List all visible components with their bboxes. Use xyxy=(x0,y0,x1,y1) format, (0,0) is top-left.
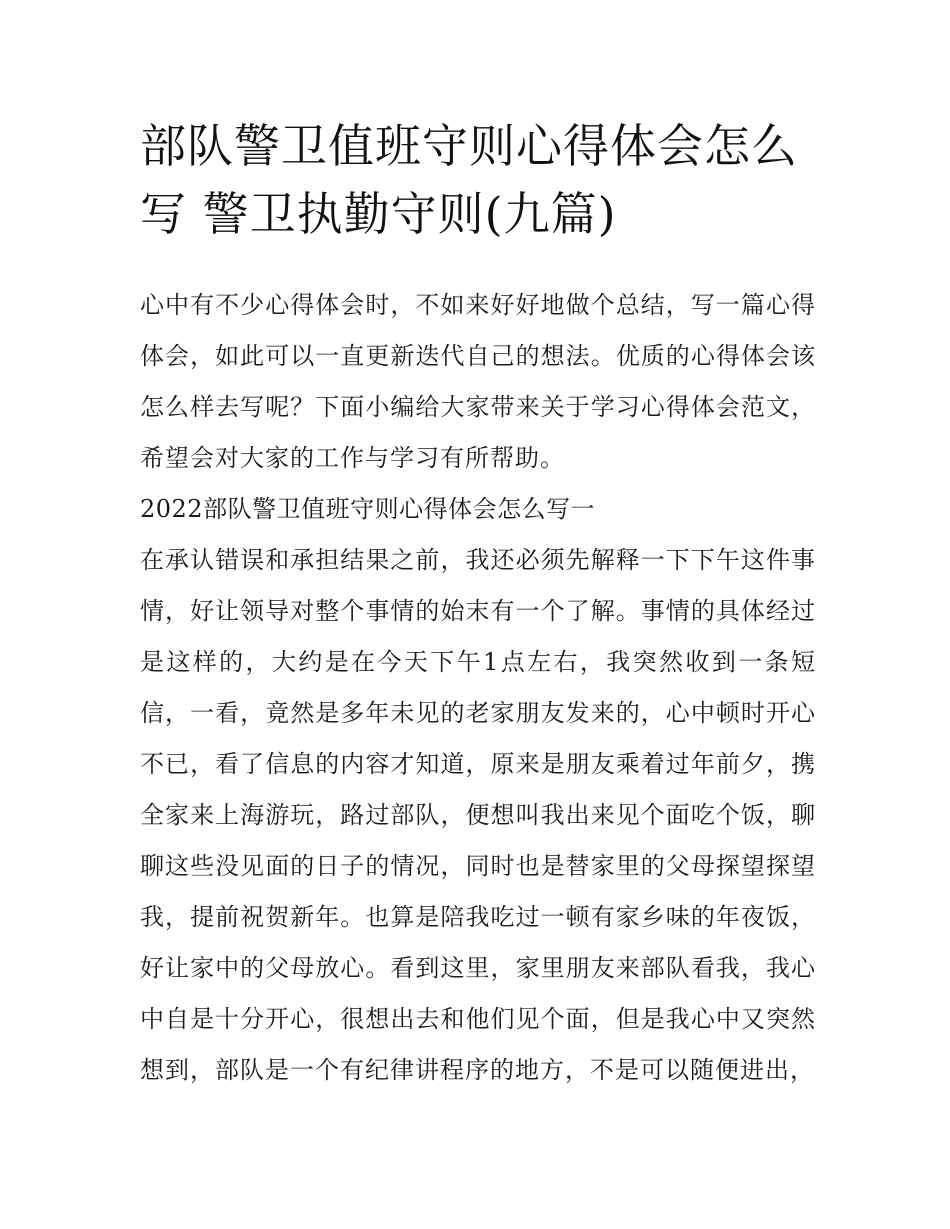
document-body xyxy=(140,280,816,1096)
section-paragraph: 在承认错误和承担结果之前，我还必须先解释一下下午这件事情，好让领导对整个事情的始末有一个了解。事情的具体经过是这样的，大约是在今天下午1点左右，我突然收到一条短信，一看，竟然是多年未见的老家朋友发来的，心中顿时开心不已，看了信息的内容才知道，原来是朋友乘着过年前夕，携全家来上海游玩，路过部队，便想叫我出来见个面吃个饭，聊聊这些没见面的日子的情况，同时也是替家里的父母探望探望我，提前祝贺新年。也算是陪我吃过一顿有家乡味的年夜饭，好让家中的父母放心。看到这里，家里朋友来部队看我，我心中自是十分开心，很想出去和他们见个面，但是我心中又突然想到，部队是一个有纪律讲程序的地方，不是可以随便进出， xyxy=(140,546,816,1084)
section-heading: 2022部队警卫值班守则心得体会怎么写一 xyxy=(140,495,596,523)
intro-paragraph: 心中有不少心得体会时，不如来好好地做个总结，写一篇心得体会，如此可以一直更新迭代自己的想法。优质的心得体会该怎么样去写呢？下面小编给大家带来关于学习心得体会范文，希望会对大家的工作与学习有所帮助。 xyxy=(140,291,816,472)
document-title: 部队警卫值班守则心得体会怎么写 警卫执勤守则(九篇) xyxy=(140,119,798,241)
